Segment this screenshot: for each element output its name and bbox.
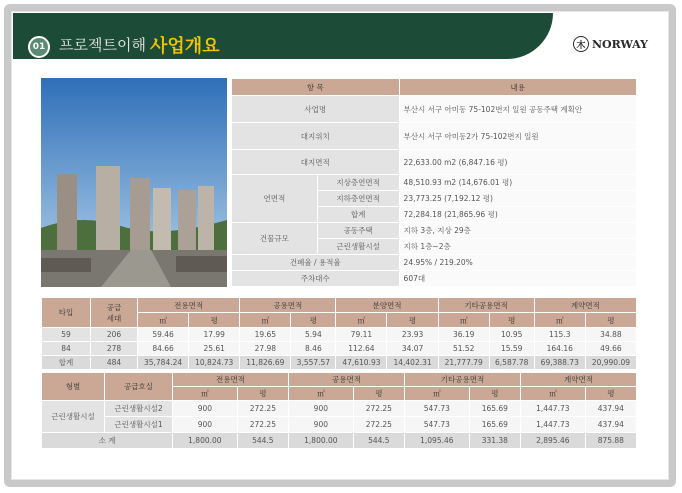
info-header-item: 항 목: [232, 79, 400, 96]
unit-header: ㎡: [404, 387, 469, 401]
info-sublabel: 지하층연면적: [317, 191, 399, 207]
apartment-area-table: [41, 297, 637, 370]
info-value: 607대: [399, 271, 636, 287]
table-cell: 1,447.73: [520, 417, 585, 433]
info-sublabel: 근린생활시설: [317, 239, 399, 255]
table-cell: 112.64: [336, 342, 387, 356]
info-sublabel: 공동주택: [317, 223, 399, 239]
table-cell: 14,402.31: [387, 356, 438, 370]
info-sublabel: 합계: [317, 207, 399, 223]
apt-header: 전용면적: [138, 298, 240, 313]
table-cell: 25.61: [189, 342, 240, 356]
table-cell: 34.88: [585, 328, 636, 342]
table-row: [42, 328, 637, 342]
table-cell: 84.66: [138, 342, 189, 356]
info-value: 부산시 서구 아미동2가 75-102번지 일원: [399, 123, 636, 150]
table-cell: 34.07: [387, 342, 438, 356]
table-cell: 1,447.73: [520, 401, 585, 417]
table-cell: 20,990.09: [585, 356, 636, 370]
table-cell: 10.95: [489, 328, 534, 342]
table-cell: 23.93: [387, 328, 438, 342]
unit-header: 평: [237, 387, 288, 401]
table-cell: 10,824.73: [189, 356, 240, 370]
table-cell: 합계: [42, 356, 91, 370]
unit-header: ㎡: [438, 313, 489, 328]
unit-header: 평: [189, 313, 240, 328]
shop-header: 공용면적: [288, 373, 404, 387]
info-value: 22,633.00 m2 (6,847.16 평): [399, 150, 636, 175]
table-cell: 272.25: [237, 417, 288, 433]
table-cell: 544.5: [237, 433, 288, 449]
apt-header: 기타공용면적: [438, 298, 534, 313]
table-row: [42, 401, 637, 417]
table-cell: 164.16: [534, 342, 585, 356]
unit-header: 평: [387, 313, 438, 328]
section-title: 프로젝트이해: [59, 36, 146, 54]
info-label: 주차대수: [232, 271, 400, 287]
table-cell: 484: [91, 356, 138, 370]
unit-header: ㎡: [534, 313, 585, 328]
section-number-badge: 01: [28, 36, 50, 58]
unit-header: ㎡: [138, 313, 189, 328]
total-row: [42, 433, 637, 449]
info-group-label: 건물규모: [232, 223, 318, 255]
table-cell: 272.25: [237, 401, 288, 417]
info-label: 사업명: [232, 96, 400, 123]
unit-header: ㎡: [173, 387, 238, 401]
table-cell: 49.66: [585, 342, 636, 356]
table-cell: 17.99: [189, 328, 240, 342]
page-title: 사업개요: [150, 36, 220, 57]
apt-header: 분양면적: [336, 298, 438, 313]
table-cell: 소 계: [42, 433, 173, 449]
table-cell: 437.94: [585, 401, 636, 417]
table-cell: 165.69: [469, 401, 520, 417]
unit-header: ㎡: [520, 387, 585, 401]
table-cell: 59.46: [138, 328, 189, 342]
shop-header: 계약면적: [520, 373, 636, 387]
info-label: 건폐율 / 용적율: [232, 255, 400, 271]
total-row: [42, 356, 637, 370]
table-cell: 278: [91, 342, 138, 356]
norway-logo: [573, 36, 648, 52]
table-cell: 5.94: [291, 328, 336, 342]
table-cell: 35,784.24: [138, 356, 189, 370]
table-cell: 79.11: [336, 328, 387, 342]
table-cell: 6,587.78: [489, 356, 534, 370]
info-sublabel: 지상층연면적: [317, 175, 399, 191]
info-value: 48,510.93 m2 (14,676.01 평): [399, 175, 636, 191]
table-cell: 근린생활시설1: [105, 417, 173, 433]
commercial-area-table: [41, 372, 637, 449]
building-rendering-image: [41, 78, 227, 287]
table-cell: 437.94: [585, 417, 636, 433]
table-cell: 165.69: [469, 417, 520, 433]
unit-header: ㎡: [288, 387, 353, 401]
table-cell: 875.88: [585, 433, 636, 449]
table-cell: 900: [288, 401, 353, 417]
table-cell: 544.5: [353, 433, 404, 449]
apt-header: 공급 세대: [91, 298, 138, 328]
info-value: 72,284.18 (21,865.96 평): [399, 207, 636, 223]
logo-text: NORWAY: [592, 37, 649, 51]
table-cell: 1,095.46: [404, 433, 469, 449]
unit-header: 평: [469, 387, 520, 401]
table-cell: 8.46: [291, 342, 336, 356]
info-header-content: 내용: [399, 79, 636, 96]
table-cell: 206: [91, 328, 138, 342]
table-row: [42, 342, 637, 356]
apt-header: 계약면적: [534, 298, 636, 313]
unit-header: ㎡: [240, 313, 291, 328]
shop-header: 형별: [42, 373, 105, 401]
table-cell: 272.25: [353, 401, 404, 417]
table-cell: 21,777.79: [438, 356, 489, 370]
table-cell: 27.98: [240, 342, 291, 356]
table-row: [42, 417, 637, 433]
unit-header: 평: [353, 387, 404, 401]
apt-header: 공용면적: [240, 298, 336, 313]
table-cell: 47,610.93: [336, 356, 387, 370]
table-cell: 1,800.00: [288, 433, 353, 449]
info-label: 대지면적: [232, 150, 400, 175]
shop-header: 기타공용면적: [404, 373, 520, 387]
unit-header: 평: [291, 313, 336, 328]
info-value: 부산시 서구 아미동 75-102번지 일원 공동주택 계획안: [399, 96, 636, 123]
project-info-table: [231, 78, 637, 287]
table-cell: 59: [42, 328, 91, 342]
unit-header: 평: [585, 313, 636, 328]
info-value: 24.95% / 219.20%: [399, 255, 636, 271]
table-cell: 근린생활시설2: [105, 401, 173, 417]
info-value: 지하 1층~2층: [399, 239, 636, 255]
table-cell: 331.38: [469, 433, 520, 449]
table-cell: 115.3: [534, 328, 585, 342]
table-cell: 900: [173, 401, 238, 417]
table-cell: 900: [173, 417, 238, 433]
table-cell: 15.59: [489, 342, 534, 356]
table-cell: 84: [42, 342, 91, 356]
table-cell: 36.19: [438, 328, 489, 342]
table-cell: 19.65: [240, 328, 291, 342]
table-cell: 900: [288, 417, 353, 433]
table-cell: 1,800.00: [173, 433, 238, 449]
shop-header: 전용면적: [173, 373, 289, 387]
unit-header: 평: [489, 313, 534, 328]
table-cell: 51.52: [438, 342, 489, 356]
info-label: 대지위치: [232, 123, 400, 150]
table-cell: 547.73: [404, 401, 469, 417]
info-value: 지하 3층, 지상 29층: [399, 223, 636, 239]
apt-header: 타입: [42, 298, 91, 328]
table-cell: 11,826.69: [240, 356, 291, 370]
table-cell: 69,388.73: [534, 356, 585, 370]
table-cell: 3,557.57: [291, 356, 336, 370]
table-cell: 2,895.46: [520, 433, 585, 449]
shop-group-label: 근린생활시설: [42, 401, 105, 433]
table-cell: 547.73: [404, 417, 469, 433]
table-cell: 272.25: [353, 417, 404, 433]
shop-header: 공급호실: [105, 373, 173, 401]
logo-mark-icon: 木: [573, 36, 589, 52]
info-value: 23,773.25 (7,192.12 평): [399, 191, 636, 207]
unit-header: 평: [585, 387, 636, 401]
unit-header: ㎡: [336, 313, 387, 328]
info-group-label: 연면적: [232, 175, 318, 223]
